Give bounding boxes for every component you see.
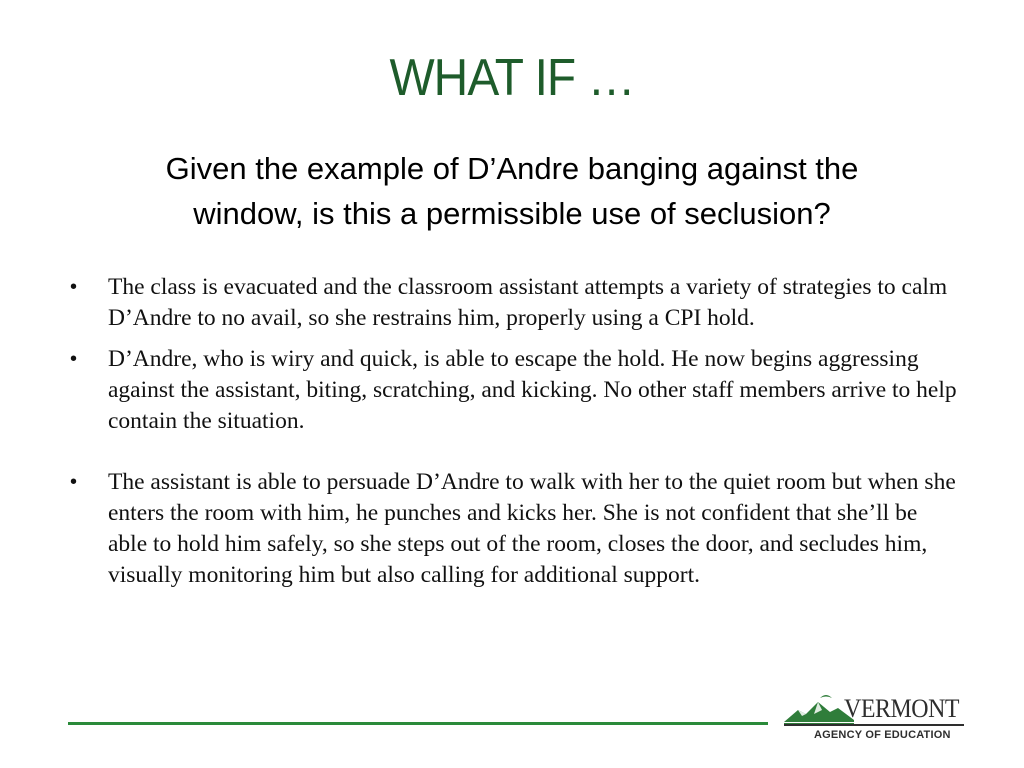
logo-wordmark: VERMONT <box>844 694 960 723</box>
logo-underline <box>784 724 964 726</box>
logo-tagline: AGENCY OF EDUCATION <box>814 729 951 741</box>
bullet-marker: • <box>70 276 78 298</box>
slide-title: WHAT IF … <box>389 49 635 107</box>
slide-subtitle <box>112 146 912 236</box>
subtitle-line-1: Given the example of D’Andre banging against the <box>165 151 859 186</box>
bullet-item-1 <box>62 272 962 334</box>
bullet-text: D’Andre, who is wiry and quick, is able to escape the hold. He now begins aggressing against the assistant, biting, scratching, and kicking. No other staff members arrive to help contain the situation. <box>108 346 957 434</box>
footer-divider <box>68 722 768 725</box>
bullet-marker: • <box>70 471 78 493</box>
bullet-text: The assistant is able to persuade D’Andre to walk with her to the quiet room but when she enters the room with him, he punches and kicks her. She is not confident that she’ll be able to hold him safely, so she steps out of the room, closes the door, and secludes him, visually monitoring him but also calling for additional support. <box>108 469 956 588</box>
vermont-agency-of-education-logo <box>784 692 969 746</box>
bullet-item-2 <box>62 344 962 437</box>
bullet-list <box>62 272 962 591</box>
bullet-text: The class is evacuated and the classroom assistant attempts a variety of strategies to calm D’Andre to no avail, so she restrains him, properly using a CPI hold. <box>108 274 948 331</box>
bullet-item-3 <box>62 467 962 591</box>
subtitle-line-2: window, is this a permissible use of seclusion? <box>193 196 831 231</box>
bullet-marker: • <box>70 348 78 370</box>
